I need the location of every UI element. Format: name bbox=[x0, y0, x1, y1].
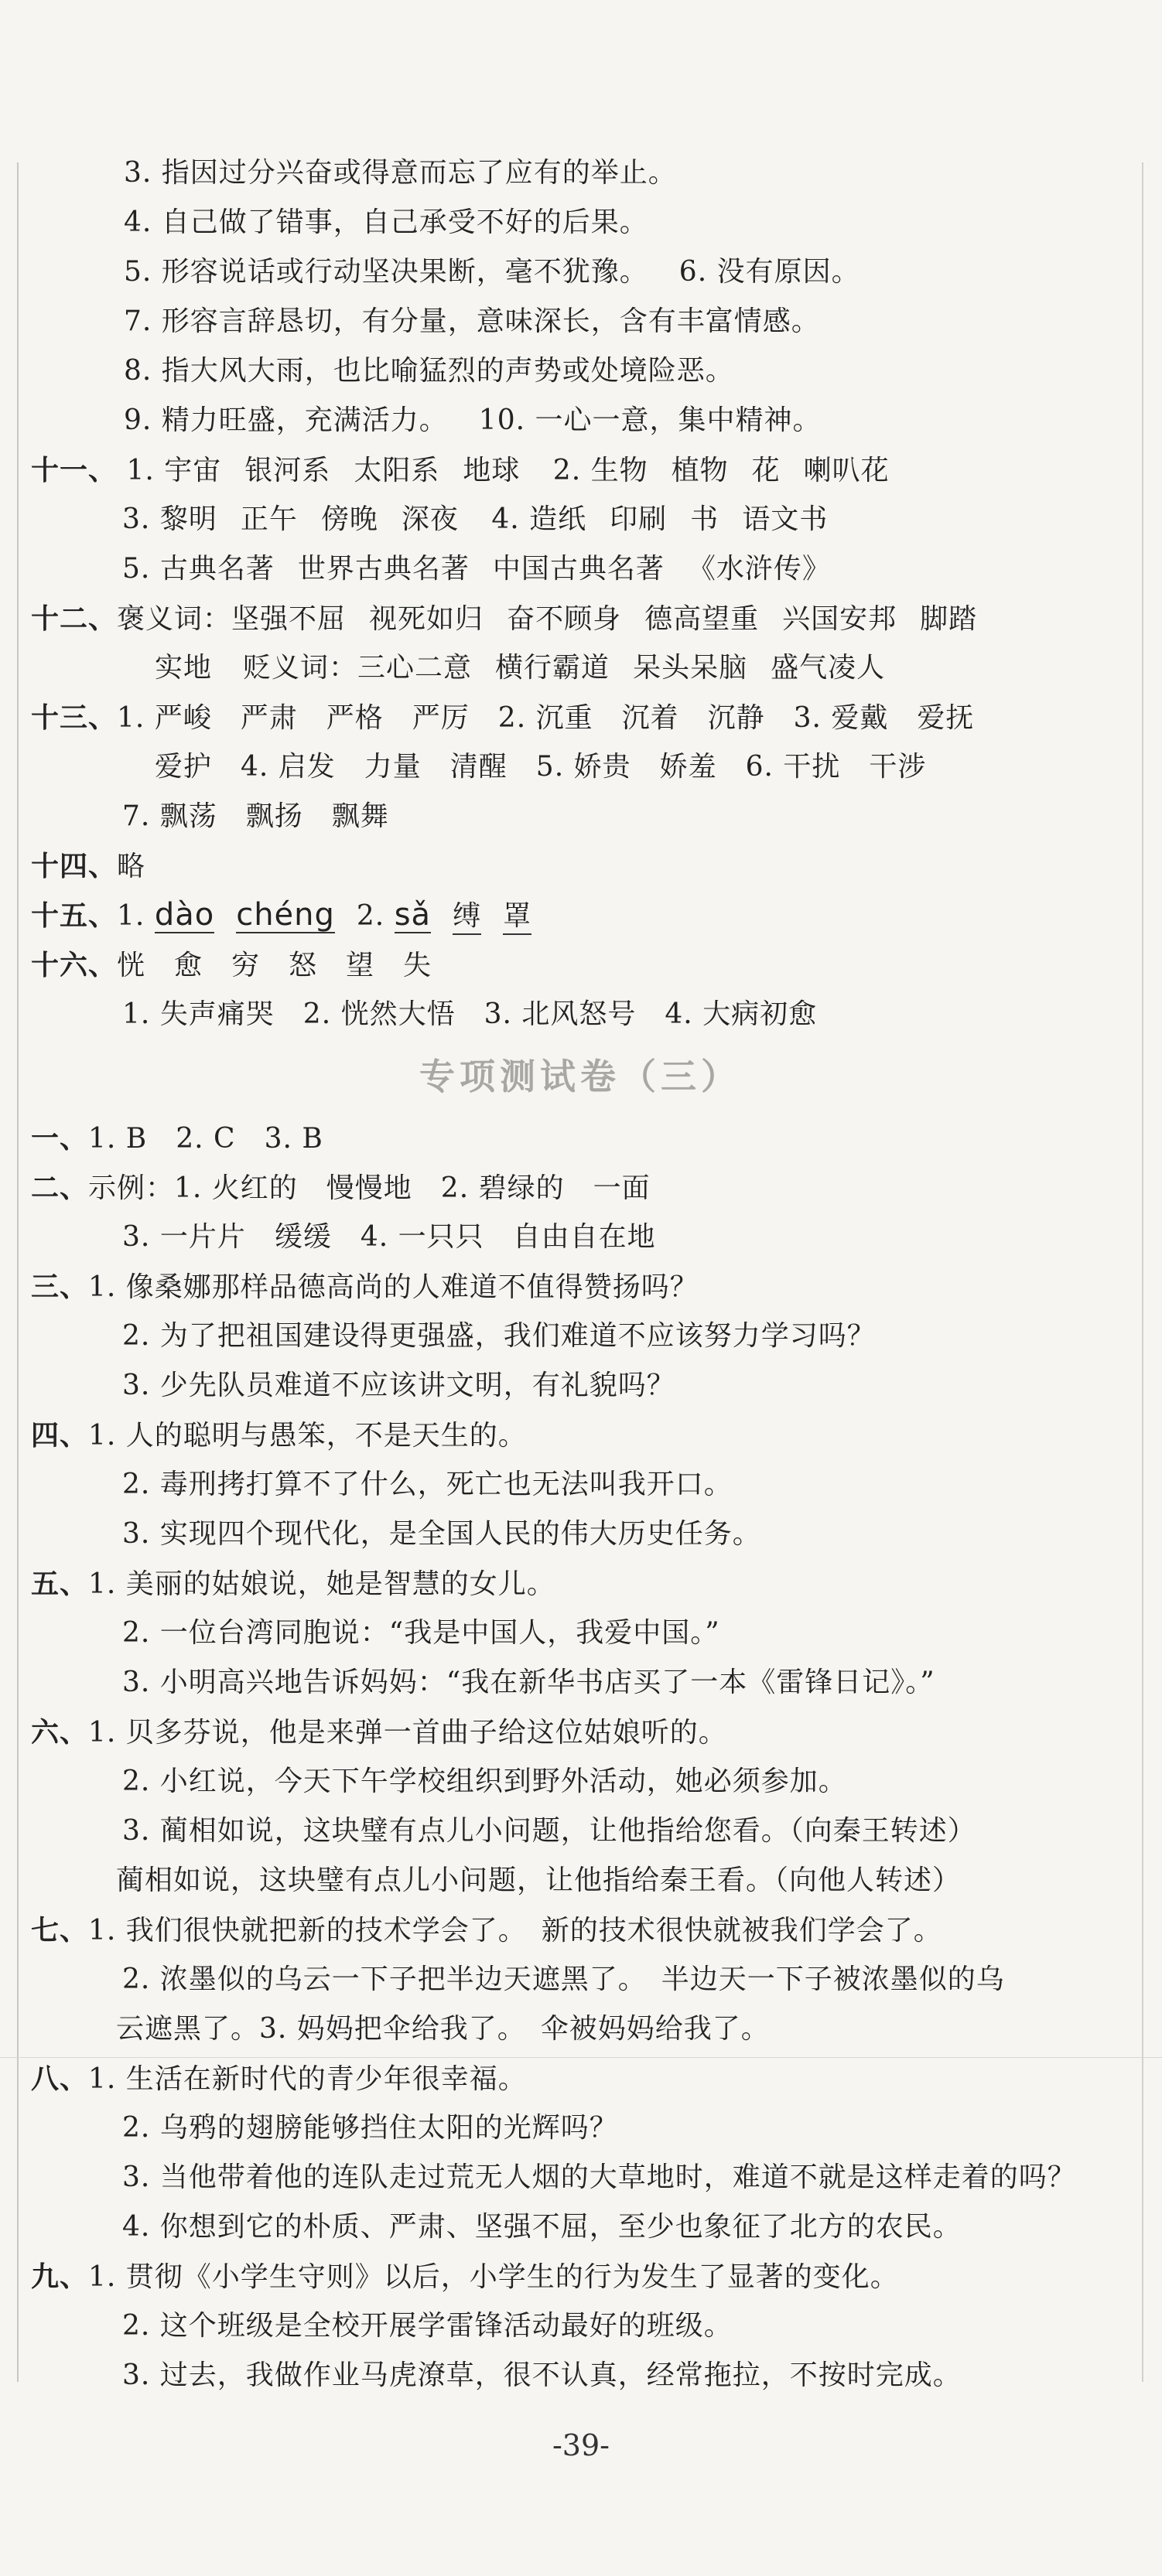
question-label: 十五、 bbox=[31, 899, 118, 932]
question-label: 二、 bbox=[31, 1172, 89, 1204]
word: 世界古典名著 bbox=[297, 553, 470, 585]
question-label: 九、 bbox=[31, 2260, 89, 2293]
category-label: 褒义词： bbox=[117, 603, 232, 635]
question-label: 三、 bbox=[31, 1271, 89, 1303]
word: 傍晚 bbox=[320, 503, 378, 535]
section-title: 专项测试卷（三） bbox=[419, 1056, 741, 1097]
question-label: 十六、 bbox=[31, 949, 118, 981]
item-number: 4. bbox=[491, 503, 520, 535]
question-13-line: 爱护 4. 启发 力量 清醒 5. 娇贵 娇羞 6. 干扰 干涉 bbox=[155, 751, 927, 783]
question-9-line: 2. 这个班级是全校开展学雷锋活动最好的班级。 bbox=[122, 2310, 733, 2342]
question-12-line bbox=[31, 594, 1130, 643]
question-7-line: 2. 浓墨似的乌云一下子把半边天遮黑了。 半边天一下子被浓墨似的乌 bbox=[122, 1964, 1005, 1995]
question-label: 七、 bbox=[31, 1914, 89, 1947]
question-2-line bbox=[31, 1163, 1130, 1213]
item-number: 3. bbox=[122, 503, 151, 535]
question-11-line bbox=[31, 544, 1130, 594]
question-16-line: 1. 失声痛哭 2. 恍然大悟 3. 北风怒号 4. 大病初愈 bbox=[122, 998, 818, 1030]
answer-text: 1. 贝多芬说，他是来弹一首曲子给这位姑娘听的。 bbox=[88, 1717, 727, 1749]
word: 实地 bbox=[155, 652, 213, 684]
word: 盛气凌人 bbox=[771, 652, 886, 684]
word: 正午 bbox=[240, 503, 298, 535]
question-label: 五、 bbox=[31, 1568, 89, 1600]
question-11-line bbox=[31, 495, 1130, 544]
question-2-line bbox=[31, 1213, 1130, 1262]
left-margin-line bbox=[17, 162, 19, 2382]
answer-text: 1. B 2. C 3. B bbox=[88, 1123, 323, 1155]
answer-line bbox=[31, 396, 1130, 445]
question-8-line: 4. 你想到它的朴质、严肃、坚强不屈，至少也象征了北方的农民。 bbox=[122, 2211, 962, 2243]
question-label: 六、 bbox=[31, 1716, 89, 1749]
question-label: 八、 bbox=[31, 2063, 89, 2095]
answer-text: 示例：1. 火红的 慢慢地 2. 碧绿的 一面 bbox=[88, 1172, 651, 1204]
answer-text: 1. 我们很快就把新的技术学会了。 新的技术很快就被我们学会了。 bbox=[88, 1915, 942, 1947]
question-15-line bbox=[31, 891, 1130, 940]
question-16-line bbox=[31, 940, 1130, 990]
question-9-line bbox=[31, 2252, 1130, 2301]
page-number: -39- bbox=[552, 2428, 610, 2462]
item-number: 5. bbox=[122, 553, 151, 585]
answer-text: 6. 没有原因。 bbox=[678, 256, 860, 288]
question-12-line bbox=[31, 643, 1130, 693]
word: 造纸 bbox=[529, 503, 587, 535]
answer-text: 恍 愈 穷 怒 望 失 bbox=[117, 950, 432, 981]
word: 花 bbox=[751, 455, 781, 486]
word: 黎明 bbox=[159, 503, 217, 535]
word: 呆头呆脑 bbox=[633, 652, 748, 684]
question-4-line: 3. 实现四个现代化，是全国人民的伟大历史任务。 bbox=[122, 1518, 761, 1550]
item-number: 1. bbox=[117, 900, 145, 932]
question-3-line bbox=[31, 1262, 1130, 1312]
word: 三心二意 bbox=[357, 652, 473, 684]
question-11-line bbox=[31, 445, 1130, 495]
question-label: 四、 bbox=[31, 1419, 89, 1452]
question-9-line: 3. 过去，我做作业马虎潦草，很不认真，经常拖拉，不按时完成。 bbox=[122, 2359, 962, 2391]
question-label: 十一、 bbox=[31, 454, 118, 486]
question-3-line: 3. 少先队员难道不应该讲文明，有礼貌吗？ bbox=[122, 1370, 675, 1401]
word: 地球 bbox=[463, 455, 521, 486]
word: 植物 bbox=[671, 455, 729, 486]
question-6-line: 2. 小红说，今天下午学校组织到野外活动，她必须参加。 bbox=[122, 1766, 847, 1797]
answer-text: 1. 人的聪明与愚笨，不是天生的。 bbox=[88, 1420, 527, 1452]
word: 兴国安邦 bbox=[782, 603, 897, 635]
answer-text: 5. 形容说话或行动坚决果断，毫不犹豫。 bbox=[124, 256, 648, 288]
question-1-line bbox=[31, 1114, 1130, 1163]
question-5-line bbox=[31, 1559, 1130, 1609]
item-number: 2. bbox=[356, 900, 385, 932]
word: 生物 bbox=[590, 455, 648, 486]
word: 印刷 bbox=[610, 503, 668, 535]
word: 横行霸道 bbox=[495, 652, 610, 684]
answer-line: 4. 自己做了错事，自己承受不好的后果。 bbox=[124, 206, 648, 238]
word: 视死如归 bbox=[369, 603, 484, 635]
word: 宇宙 bbox=[164, 455, 222, 486]
item-number: 3. bbox=[122, 1221, 151, 1253]
answer-text: 1. 严峻 严肃 严格 严厉 2. 沉重 沉着 沉静 3. 爱戴 爱抚 bbox=[117, 702, 975, 734]
question-7-line bbox=[31, 1906, 1130, 1955]
word: 坚强不屈 bbox=[231, 603, 347, 635]
question-label: 十四、 bbox=[31, 850, 118, 882]
character-answer: 罩 bbox=[503, 899, 531, 935]
question-6-line: 3. 蔺相如说，这块璧有点儿小问题，让他指给您看。（向秦王转述） bbox=[122, 1815, 976, 1847]
question-label: 十二、 bbox=[31, 602, 118, 635]
question-7-line: 云遮黑了。3. 妈妈把伞给我了。 伞被妈妈给我了。 bbox=[116, 2013, 770, 2045]
word: 德高望重 bbox=[644, 603, 760, 635]
answer-line: 7. 形容言辞恳切，有分量，意味深长，含有丰富情感。 bbox=[124, 305, 820, 337]
character-answer: 缚 bbox=[453, 899, 481, 935]
answer-text: 1. 像桑娜那样品德高尚的人难道不值得赞扬吗？ bbox=[88, 1271, 699, 1303]
answer-text: 10. 一心一意，集中精神。 bbox=[478, 404, 822, 436]
word: 书 bbox=[690, 503, 719, 535]
word: 脚踏 bbox=[920, 603, 978, 635]
right-margin-line bbox=[1142, 162, 1143, 2382]
category-label: 贬义词： bbox=[243, 652, 358, 684]
answer-line: 3. 指因过分兴奋或得意而忘了应有的举止。 bbox=[124, 157, 677, 189]
word: 中国古典名著 bbox=[492, 553, 665, 585]
question-label: 十三、 bbox=[31, 701, 118, 734]
question-13-line: 7. 飘荡 飘扬 飘舞 bbox=[122, 800, 389, 832]
answer-text: 1. 贯彻《小学生守则》以后，小学生的行为发生了显著的变化。 bbox=[88, 2261, 899, 2293]
question-6-line bbox=[31, 1708, 1130, 1757]
item-number: 2. bbox=[552, 455, 582, 486]
word: 古典名著 bbox=[159, 553, 275, 585]
word: 喇叭花 bbox=[803, 455, 890, 486]
pinyin-answer: sǎ bbox=[394, 897, 432, 933]
answer-line: 8. 指大风大雨，也比喻猛烈的声势或处境险恶。 bbox=[124, 355, 734, 387]
word: 《水浒传》 bbox=[687, 553, 831, 585]
question-6-line: 蔺相如说，这块璧有点儿小问题，让他指给秦王看。（向他人转述） bbox=[116, 1865, 962, 1896]
question-5-line: 2. 一位台湾同胞说：“我是中国人，我爱中国。” bbox=[122, 1617, 720, 1649]
question-13-line bbox=[31, 693, 1130, 742]
word: 奋不顾身 bbox=[507, 603, 622, 635]
answer-line bbox=[31, 247, 1130, 297]
word: 银河系 bbox=[244, 455, 331, 486]
word: 太阳系 bbox=[354, 455, 440, 486]
answer-content bbox=[31, 148, 1130, 2400]
question-3-line: 2. 为了把祖国建设得更强盛，我们难道不应该努力学习吗？ bbox=[122, 1320, 876, 1352]
question-14-line bbox=[31, 841, 1130, 891]
question-8-line bbox=[31, 2054, 1130, 2103]
answer-text: 1. 美丽的姑娘说，她是智慧的女儿。 bbox=[88, 1568, 555, 1600]
item-number: 1. bbox=[126, 455, 155, 486]
question-8-line: 2. 乌鸦的翅膀能够挡住太阳的光辉吗？ bbox=[122, 2112, 618, 2144]
pinyin-answer: chéng bbox=[236, 897, 335, 933]
answer-text: 略 bbox=[117, 851, 146, 882]
answer-text: 一片片 缓缓 4. 一只只 自由自在地 bbox=[159, 1221, 656, 1253]
word: 深夜 bbox=[401, 503, 459, 535]
question-label: 一、 bbox=[31, 1122, 89, 1155]
question-4-line bbox=[31, 1411, 1130, 1460]
pinyin-answer: dào bbox=[154, 897, 215, 933]
question-5-line: 3. 小明高兴地告诉妈妈：“我在新华书店买了一本《雷锋日记》。” bbox=[122, 1667, 935, 1698]
word: 语文书 bbox=[742, 503, 829, 535]
answer-text: 9. 精力旺盛，充满活力。 bbox=[124, 404, 448, 436]
question-4-line: 2. 毒刑拷打算不了什么，死亡也无法叫我开口。 bbox=[122, 1469, 733, 1500]
question-8-line: 3. 当他带着他的连队走过荒无人烟的大草地时，难道不就是这样走着的吗？ bbox=[122, 2161, 1076, 2193]
answer-text: 1. 生活在新时代的青少年很幸福。 bbox=[88, 2063, 527, 2095]
